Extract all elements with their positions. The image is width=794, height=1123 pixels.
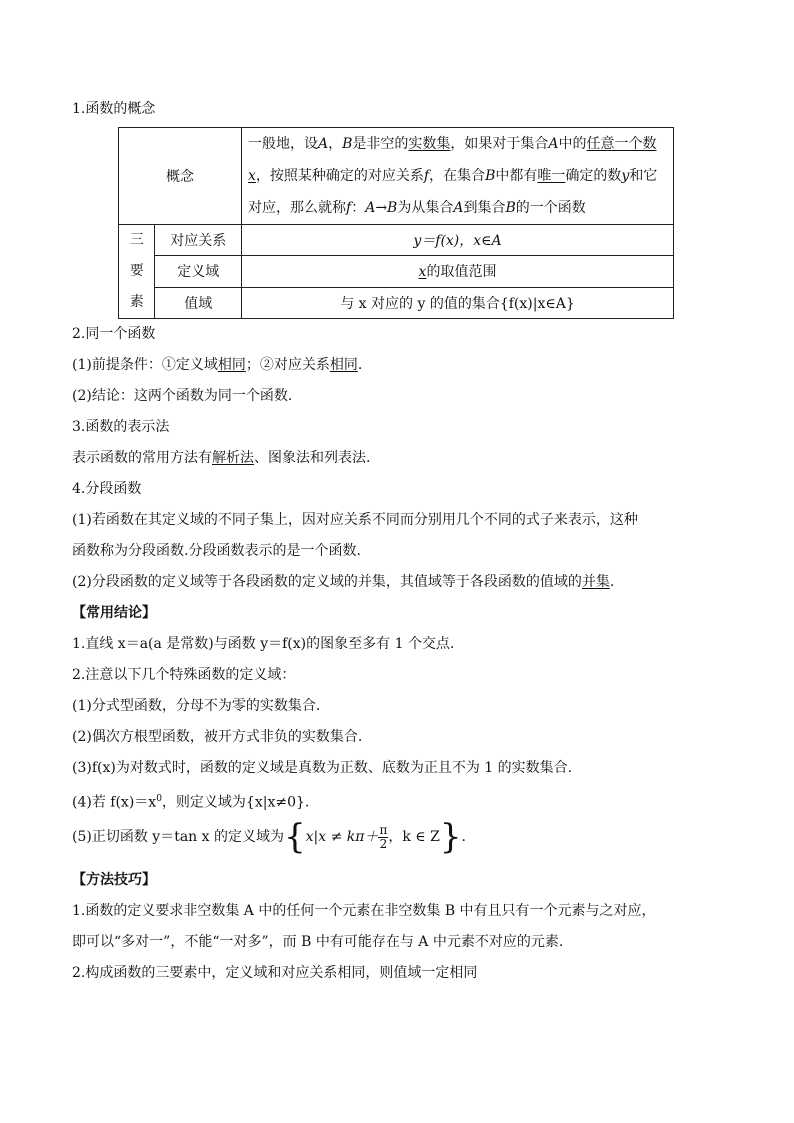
conclusions-heading: 【常用结论】 — [72, 605, 156, 621]
methods-heading: 【方法技巧】 — [72, 872, 156, 888]
section-4-p1-line1: (1)若函数在其定义域的不同子集上，因对应关系不同而分别用几个不同的式子来表示，这种 — [72, 512, 638, 528]
section-1-title: 1.函数的概念 — [72, 101, 156, 117]
row-label-range: 值域 — [155, 287, 242, 318]
table-row-mapping — [119, 225, 674, 256]
method-2: 2.构成函数的三要素中，定义域和对应关系相同，则值域一定相同 — [72, 965, 478, 981]
section-2-title: 2.同一个函数 — [72, 326, 156, 342]
section-4-p1-line2: 函数称为分段函数.分段函数表示的是一个函数. — [72, 543, 361, 559]
table-row-range — [119, 287, 674, 318]
section-2-p1: (1)前提条件：①定义域相同；②对应关系相同. — [72, 357, 363, 373]
row-label-mapping: 对应关系 — [155, 225, 242, 256]
method-1-line2: 即可以“多对一”，不能“一对多”，而 B 中有可能存在与 A 中元素不对应的元素. — [72, 934, 564, 950]
method-1-line1: 1.函数的定义要求非空数集 A 中的任何一个元素在非空数集 B 中有且只有一个元素与之对应， — [72, 903, 656, 919]
conclusion-6: (4)若 $f(x)=x^0$，则定义域为{x|x≠0}. — [72, 794, 310, 811]
row-value-domain: x的取值范围 — [242, 256, 674, 287]
row-value-mapping: y＝f(x)，x∈A — [242, 225, 674, 256]
conclusion-7: (5)正切函数 y＝tan x 的定义域为{x|x ≠ kπ＋ $\frac{\pi}{2}$ ，k ∈ Z}. — [72, 817, 466, 857]
section-3-p: 表示函数的常用方法有解析法、图象法和列表法. — [72, 450, 371, 466]
function-definition-table — [118, 127, 674, 319]
section-3-title: 3.函数的表示法 — [72, 419, 170, 435]
row-label-domain: 定义域 — [155, 256, 242, 287]
table-row-concept — [119, 128, 674, 225]
conclusion-4: (2)偶次方根型函数，被开方式非负的实数集合. — [72, 729, 363, 745]
pi-over-2-fraction: $\frac{\pi}{2}$ — [379, 822, 388, 851]
conclusion-5: (3)f(x)为对数式时，函数的定义域是真数为正数、底数为正且不为 1 的实数集合. — [72, 760, 573, 776]
section-2-p2: (2)结论：这两个函数为同一个函数. — [72, 388, 293, 404]
three-elements-label: 三 要 素 — [119, 225, 155, 319]
concept-label: 概念 — [119, 128, 242, 225]
conclusion-1: 1.直线 x＝a(a 是常数)与函数 y＝f(x)的图象至多有 1 个交点. — [72, 636, 455, 652]
concept-text: 一般地，设A，B是非空的实数集，如果对于集合A中的任意一个数 x，按照某种确定的对应关系f，在集合B中都有唯一确定的数y和它对应，那么就称f：A→B为从集合A到集合B的一个函数 — [242, 128, 674, 225]
document-page — [72, 94, 722, 989]
conclusion-2: 2.注意以下几个特殊函数的定义域： — [72, 667, 296, 683]
section-4-p2: (2)分段函数的定义域等于各段函数的定义域的并集，其值域等于各段函数的值域的并集. — [72, 574, 615, 590]
section-4-title: 4.分段函数 — [72, 481, 142, 497]
row-value-range: 与 x 对应的 y 的值的集合{f(x)|x∈A} — [242, 287, 674, 318]
table-row-domain — [119, 256, 674, 287]
conclusion-3: (1)分式型函数，分母不为零的实数集合. — [72, 698, 321, 714]
